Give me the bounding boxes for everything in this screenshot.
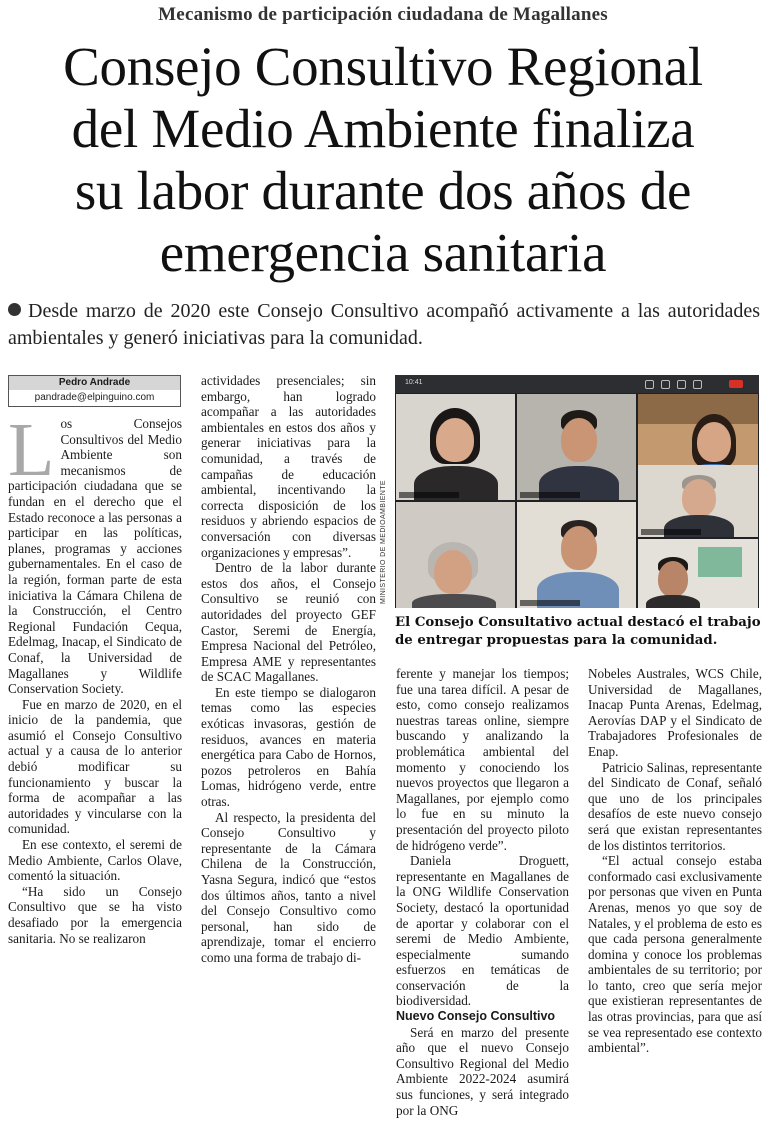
headline-line: emergencia sanitaria bbox=[159, 222, 607, 283]
participant-tile bbox=[638, 539, 758, 608]
byline-box bbox=[8, 375, 181, 407]
author-email[interactable]: pandrade@elpinguino.com bbox=[34, 392, 155, 403]
paragraph bbox=[8, 408, 182, 697]
share-icon bbox=[677, 380, 686, 389]
photo-caption: El Consejo Consultativo actual destacó el trabajo de entregar propuestas para la comunidad. bbox=[395, 615, 761, 648]
video-call-photo bbox=[395, 375, 759, 608]
headline bbox=[8, 36, 758, 284]
participant-tile bbox=[517, 502, 636, 608]
headline-line: del Medio Ambiente finaliza bbox=[71, 98, 695, 159]
participant-tile bbox=[517, 394, 636, 500]
article-column-3 bbox=[396, 666, 569, 1118]
participant-tile bbox=[396, 502, 515, 608]
paragraph: Será en marzo del presente año que el nuevo Consejo Consultivo Regional del Medio Ambiente 2022-2024 asumirá sus funciones, y será integrado por la ONG bbox=[396, 1024, 569, 1118]
subheading: Nuevo Consejo Consultivo bbox=[396, 1009, 556, 1024]
participant-tile bbox=[396, 394, 515, 500]
headline-line: Consejo Consultivo Regional bbox=[63, 36, 703, 97]
paragraph: Patricio Salinas, representante del Sindicato de Conaf, señaló que uno de los principales desafíos de este nuevo consejo será que existan representantes de los distintos territorios. bbox=[588, 759, 762, 853]
paragraph: “Ha sido un Consejo Consultivo que se ha visto desafiado por la emergencia sanitaria. No se realizaron bbox=[8, 883, 182, 946]
paragraph-text: os Consejos Consultivos del Medio Ambiente son mecanismos de participación ciudadana que se fundan en el derecho que el Estado reconoce a las personas a participar en las políticas, planes, programas y acciones gubernamentales. En el caso de la región, forman parte de esta iniciativa la Cámara Chilena de la Construcción, el Centro Regional Fundación Cequa, Edelmag, Inacap, el Sindicato de Conaf, la Universidad de Magallanes y Wildlife Conservation Society. bbox=[8, 416, 182, 697]
photo-credit: MINISTERIO DE MEDIOAMBIENTE bbox=[380, 480, 387, 604]
clock-readout: 10:41 bbox=[405, 379, 423, 386]
chat-icon bbox=[645, 380, 654, 389]
participants-icon bbox=[661, 380, 670, 389]
leave-call-icon bbox=[729, 380, 743, 388]
kicker: Mecanismo de participación ciudadana de Magallanes bbox=[158, 4, 608, 25]
paragraph: Dentro de la labor durante estos dos años, el Consejo Consultivo se reunió con autoridades del proyecto GEF Castor, Seremi de Energía, Empresa Nacional del Petróleo, Empresa AME y representantes de SCAC Magallanes. bbox=[201, 560, 376, 685]
drop-cap: L bbox=[8, 408, 55, 492]
paragraph: actividades presenciales; sin embargo, han logrado acompañar a las autoridades ambientales en estos dos años y generar iniciativas para la comunidad, a través de campañas de educación ambiental, incentivando la correcta disposición de los residuos y abriendo espacios de conversación con diversas organizaciones y empresas”. bbox=[201, 373, 376, 560]
article-column-4 bbox=[588, 666, 762, 1056]
more-icon bbox=[693, 380, 702, 389]
paragraph: Nobeles Australes, WCS Chile, Universidad de Magallanes, Inacap Punta Arenas, Edelmag, Aerovías DAP y el Sindicato de Trabajadores Profesionales de Enap. bbox=[588, 666, 762, 759]
paragraph: “El actual consejo estaba conformado casi exclusivamente por personas que viven en Punta Arenas, menos yo que soy de Natales, y el problema de esto es que cada persona generalmente domina y conoce los problemas ambientales de su territorio; por lo tanto, creo que sería mejor que existieran representantes de las otras provincias, para que así se vea representado ese contexto ambiental”. bbox=[588, 853, 762, 1056]
headline-line: su labor durante dos años de bbox=[74, 160, 692, 221]
author-name: Pedro Andrade bbox=[9, 376, 180, 390]
article-column-1 bbox=[8, 408, 182, 946]
paragraph: En ese contexto, el seremi de Medio Ambiente, Carlos Olave, comentó la situación. bbox=[8, 837, 182, 884]
deck-text: Desde marzo de 2020 este Consejo Consultivo acompañó activamente a las autoridades ambientales y generó iniciativas para la comunidad. bbox=[8, 300, 760, 349]
paragraph: Al respecto, la presidenta del Consejo Consultivo y representante de la Cámara Chilena de la Construcción, Yasna Segura, indicó que “estos dos últimos años, tanto a nivel del Consejo Consultivo como personal, han sido de aprendizaje, tomar el encierro como una forma de trabajo di- bbox=[201, 809, 376, 965]
deck bbox=[8, 298, 760, 352]
article-column-2 bbox=[201, 373, 376, 966]
paragraph: Daniela Droguett, representante en Magallanes de la ONG Wildlife Conservation Society, destacó la oportunidad de aportar y colaborar con el seremi de Medio Ambiente, especialmente sumando esfuerzos en temáticas de conservación de la biodiversidad. bbox=[396, 853, 569, 1009]
paragraph: En este tiempo se dialogaron temas como las especies exóticas invasoras, gestión de residuos, avances en materia energética para Cabo de Hornos, pozos petroleros en Bahía Lomas, hidrógeno verde, entre otras. bbox=[201, 684, 376, 810]
video-call-toolbar bbox=[395, 375, 759, 393]
participant-tile bbox=[638, 465, 758, 537]
bullet-icon bbox=[8, 303, 21, 316]
paragraph: Fue en marzo de 2020, en el inicio de la pandemia, que asumió el Consejo Consultivo actual y a causa de lo anterior debió modificar su funcionamiento y buscar la forma de acompañar a las autoridades y vincularse con la comunidad. bbox=[8, 696, 182, 837]
paragraph: ferente y manejar los tiempos; fue una tarea difícil. A pesar de esto, como consejo realizamos nuestras tareas online, siempre buscando y analizando la problemática ambiental del momento y conociendo los nuevos proyectos que llegaron a Magallanes, por ejemplo como lo fue en su minuto la presentación del proyecto piloto de hidrógeno verde”. bbox=[396, 666, 569, 853]
